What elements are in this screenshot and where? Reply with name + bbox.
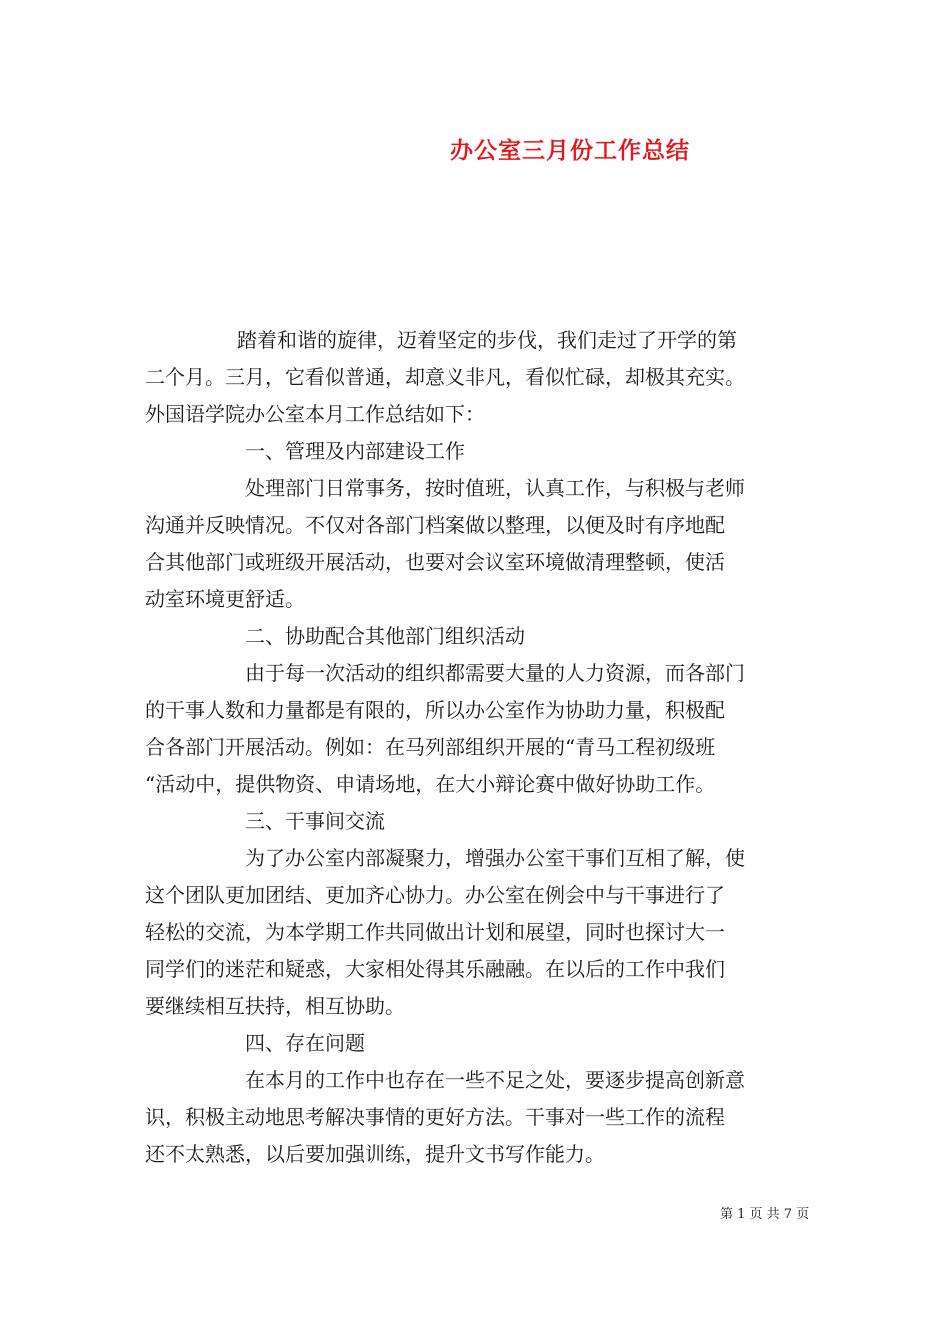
paragraph-line: 沟通并反映情况。不仅对各部门档案做以整理，以便及时有序地配: [145, 513, 725, 537]
paragraph-line: 动室环境更舒适。: [145, 587, 305, 611]
paragraph-line: 外国语学院办公室本月工作总结如下：: [145, 402, 485, 426]
paragraph-line: 处理部门日常事务，按时值班，认真工作，与积极与老师: [245, 476, 745, 500]
page-number: 第 1 页 共 7 页: [720, 1207, 810, 1222]
paragraph-line: 由于每一次活动的组织都需要大量的人力资源，而各部门: [245, 661, 745, 685]
paragraph-line: 还不太熟悉，以后要加强训练，提升文书写作能力。: [145, 1142, 605, 1166]
paragraph-line: 合其他部门或班级开展活动，也要对会议室环境做清理整顿，使活: [145, 550, 725, 574]
paragraph-line: 轻松的交流，为本学期工作共同做出计划和展望，同时也探讨大一: [145, 920, 725, 944]
paragraph-line: “活动中，提供物资、申请场地，在大小辩论赛中做好协助工作。: [145, 772, 716, 796]
paragraph-line: 合各部门开展活动。例如：在马列部组织开展的“青马工程初级班: [145, 735, 716, 759]
paragraph-line: 在本月的工作中也存在一些不足之处，要逐步提高创新意: [245, 1068, 745, 1092]
paragraph-line: 识，积极主动地思考解决事情的更好方法。干事对一些工作的流程: [145, 1105, 725, 1129]
document-body: [145, 322, 815, 1173]
document-title: 办公室三月份工作总结: [450, 137, 690, 164]
section-heading: 三、干事间交流: [245, 809, 385, 833]
paragraph-line: 为了办公室内部凝聚力，增强办公室干事们互相了解，使: [245, 846, 745, 870]
paragraph-line: 的干事人数和力量都是有限的，所以办公室作为协助力量，积极配: [145, 698, 725, 722]
paragraph-line: 踏着和谐的旋律，迈着坚定的步伐，我们走过了开学的第: [237, 328, 737, 352]
section-heading: 四、存在问题: [245, 1031, 365, 1055]
paragraph-line: 同学们的迷茫和疑惑，大家相处得其乐融融。在以后的工作中我们: [145, 957, 725, 981]
paragraph-line: 要继续相互扶持，相互协助。: [145, 994, 405, 1018]
section-heading: 一、管理及内部建设工作: [245, 439, 465, 463]
paragraph-line: 二个月。三月，它看似普通，却意义非凡，看似忙碌，却极其充实。: [145, 365, 745, 389]
paragraph-line: 这个团队更加团结、更加齐心协力。办公室在例会中与干事进行了: [145, 883, 725, 907]
section-heading: 二、协助配合其他部门组织活动: [245, 624, 525, 648]
